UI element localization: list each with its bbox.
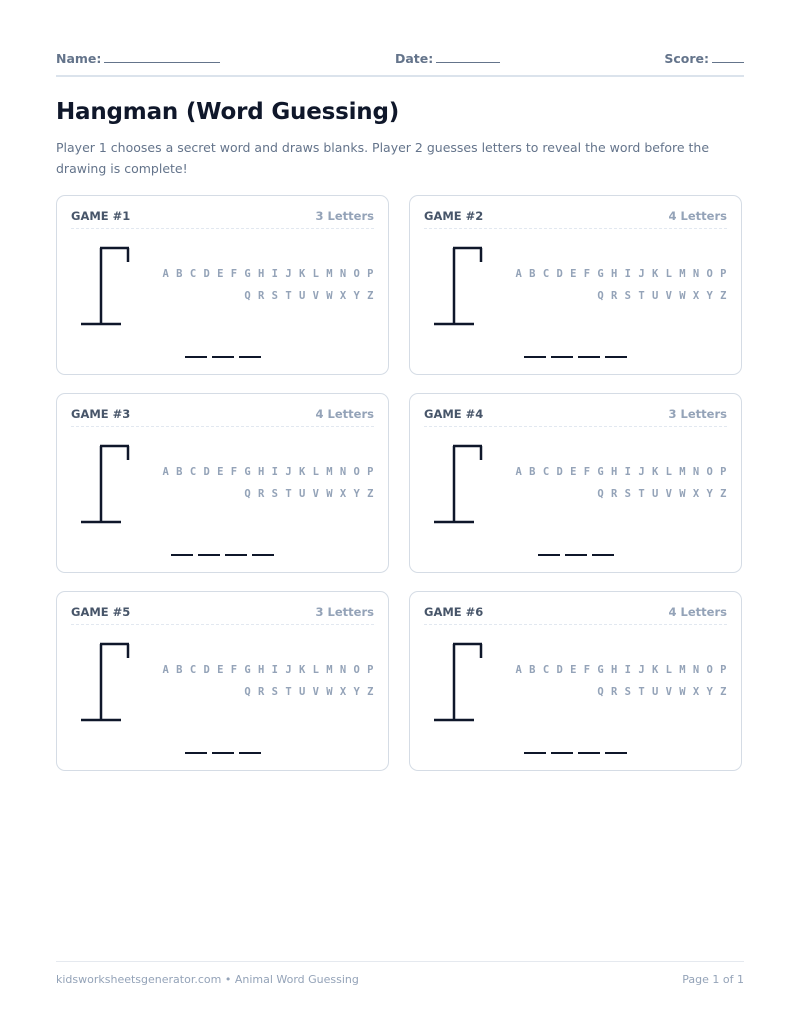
- alphabet-row-1: A B C D E F G H I J K L M N O P: [162, 664, 374, 676]
- gallows-drawing: [79, 640, 139, 724]
- name-field: [56, 49, 220, 66]
- letter-blank[interactable]: [212, 356, 234, 358]
- score-label: Score:: [664, 51, 709, 66]
- letter-blank[interactable]: [252, 554, 274, 556]
- gallows-drawing: [432, 640, 492, 724]
- alphabet-row-2: Q R S T U V W X Y Z: [597, 290, 727, 302]
- game-title: GAME #2: [424, 209, 484, 223]
- alphabet-row-1: A B C D E F G H I J K L M N O P: [162, 268, 374, 280]
- score-line: [712, 49, 744, 63]
- letter-blank[interactable]: [551, 752, 573, 754]
- game-title: GAME #4: [424, 407, 484, 421]
- word-blanks: [57, 554, 388, 556]
- letter-blank[interactable]: [565, 554, 587, 556]
- page-number: Page 1 of 1: [682, 973, 744, 986]
- word-blanks: [57, 752, 388, 754]
- game-title: GAME #3: [71, 407, 131, 421]
- game-card: [56, 591, 389, 771]
- score-field: [664, 49, 744, 66]
- letter-blank[interactable]: [605, 356, 627, 358]
- gallows-drawing: [432, 244, 492, 328]
- game-card-header: [71, 604, 374, 625]
- letter-blank[interactable]: [185, 356, 207, 358]
- game-card: [409, 591, 742, 771]
- game-card-header: [424, 604, 727, 625]
- gallows-drawing: [79, 244, 139, 328]
- word-blanks: [410, 554, 741, 556]
- game-title: GAME #5: [71, 605, 131, 619]
- letter-blank[interactable]: [171, 554, 193, 556]
- instructions-text: Player 1 chooses a secret word and draws blanks. Player 2 guesses letters to reveal the word before the drawing is complete!: [56, 140, 710, 176]
- date-line: [436, 49, 500, 63]
- date-field: [395, 49, 500, 66]
- footer-divider: [56, 961, 744, 962]
- game-card-header: [71, 406, 374, 427]
- game-card: [56, 195, 389, 375]
- gallows-drawing: [432, 442, 492, 526]
- letter-blank[interactable]: [185, 752, 207, 754]
- alphabet-row-2: Q R S T U V W X Y Z: [244, 488, 374, 500]
- date-label: Date:: [395, 51, 434, 66]
- letter-blank[interactable]: [212, 752, 234, 754]
- name-label: Name:: [56, 51, 102, 66]
- letter-count-label: 3 Letters: [315, 209, 374, 223]
- alphabet-row-2: Q R S T U V W X Y Z: [244, 686, 374, 698]
- letter-blank[interactable]: [578, 752, 600, 754]
- letter-blank[interactable]: [524, 752, 546, 754]
- letter-count-label: 4 Letters: [668, 605, 727, 619]
- game-card: [56, 393, 389, 573]
- game-card: [409, 195, 742, 375]
- alphabet-row-1: A B C D E F G H I J K L M N O P: [162, 466, 374, 478]
- game-card-header: [424, 406, 727, 427]
- game-card: [409, 393, 742, 573]
- letter-count-label: 4 Letters: [315, 407, 374, 421]
- letter-count-label: 3 Letters: [668, 407, 727, 421]
- game-title: GAME #1: [71, 209, 131, 223]
- game-card-header: [71, 208, 374, 229]
- letter-blank[interactable]: [524, 356, 546, 358]
- alphabet-row-1: A B C D E F G H I J K L M N O P: [515, 466, 727, 478]
- letter-blank[interactable]: [592, 554, 614, 556]
- word-blanks: [410, 752, 741, 754]
- letter-blank[interactable]: [605, 752, 627, 754]
- alphabet-row-2: Q R S T U V W X Y Z: [597, 686, 727, 698]
- word-blanks: [410, 356, 741, 358]
- student-info-row: [56, 49, 744, 67]
- word-blanks: [57, 356, 388, 358]
- page-title: Hangman (Word Guessing): [56, 99, 400, 125]
- letter-count-label: 4 Letters: [668, 209, 727, 223]
- letter-blank[interactable]: [551, 356, 573, 358]
- alphabet-row-1: A B C D E F G H I J K L M N O P: [515, 268, 727, 280]
- gallows-drawing: [79, 442, 139, 526]
- worksheet-page: [56, 0, 744, 1035]
- game-title: GAME #6: [424, 605, 484, 619]
- letter-blank[interactable]: [538, 554, 560, 556]
- letter-count-label: 3 Letters: [315, 605, 374, 619]
- game-card-header: [424, 208, 727, 229]
- header-divider: [56, 75, 744, 77]
- footer-source: kidsworksheetsgenerator.com • Animal Word Guessing: [56, 973, 359, 986]
- name-line: [104, 49, 220, 63]
- letter-blank[interactable]: [578, 356, 600, 358]
- alphabet-row-2: Q R S T U V W X Y Z: [597, 488, 727, 500]
- alphabet-row-2: Q R S T U V W X Y Z: [244, 290, 374, 302]
- letter-blank[interactable]: [198, 554, 220, 556]
- letter-blank[interactable]: [239, 356, 261, 358]
- letter-blank[interactable]: [225, 554, 247, 556]
- letter-blank[interactable]: [239, 752, 261, 754]
- alphabet-row-1: A B C D E F G H I J K L M N O P: [515, 664, 727, 676]
